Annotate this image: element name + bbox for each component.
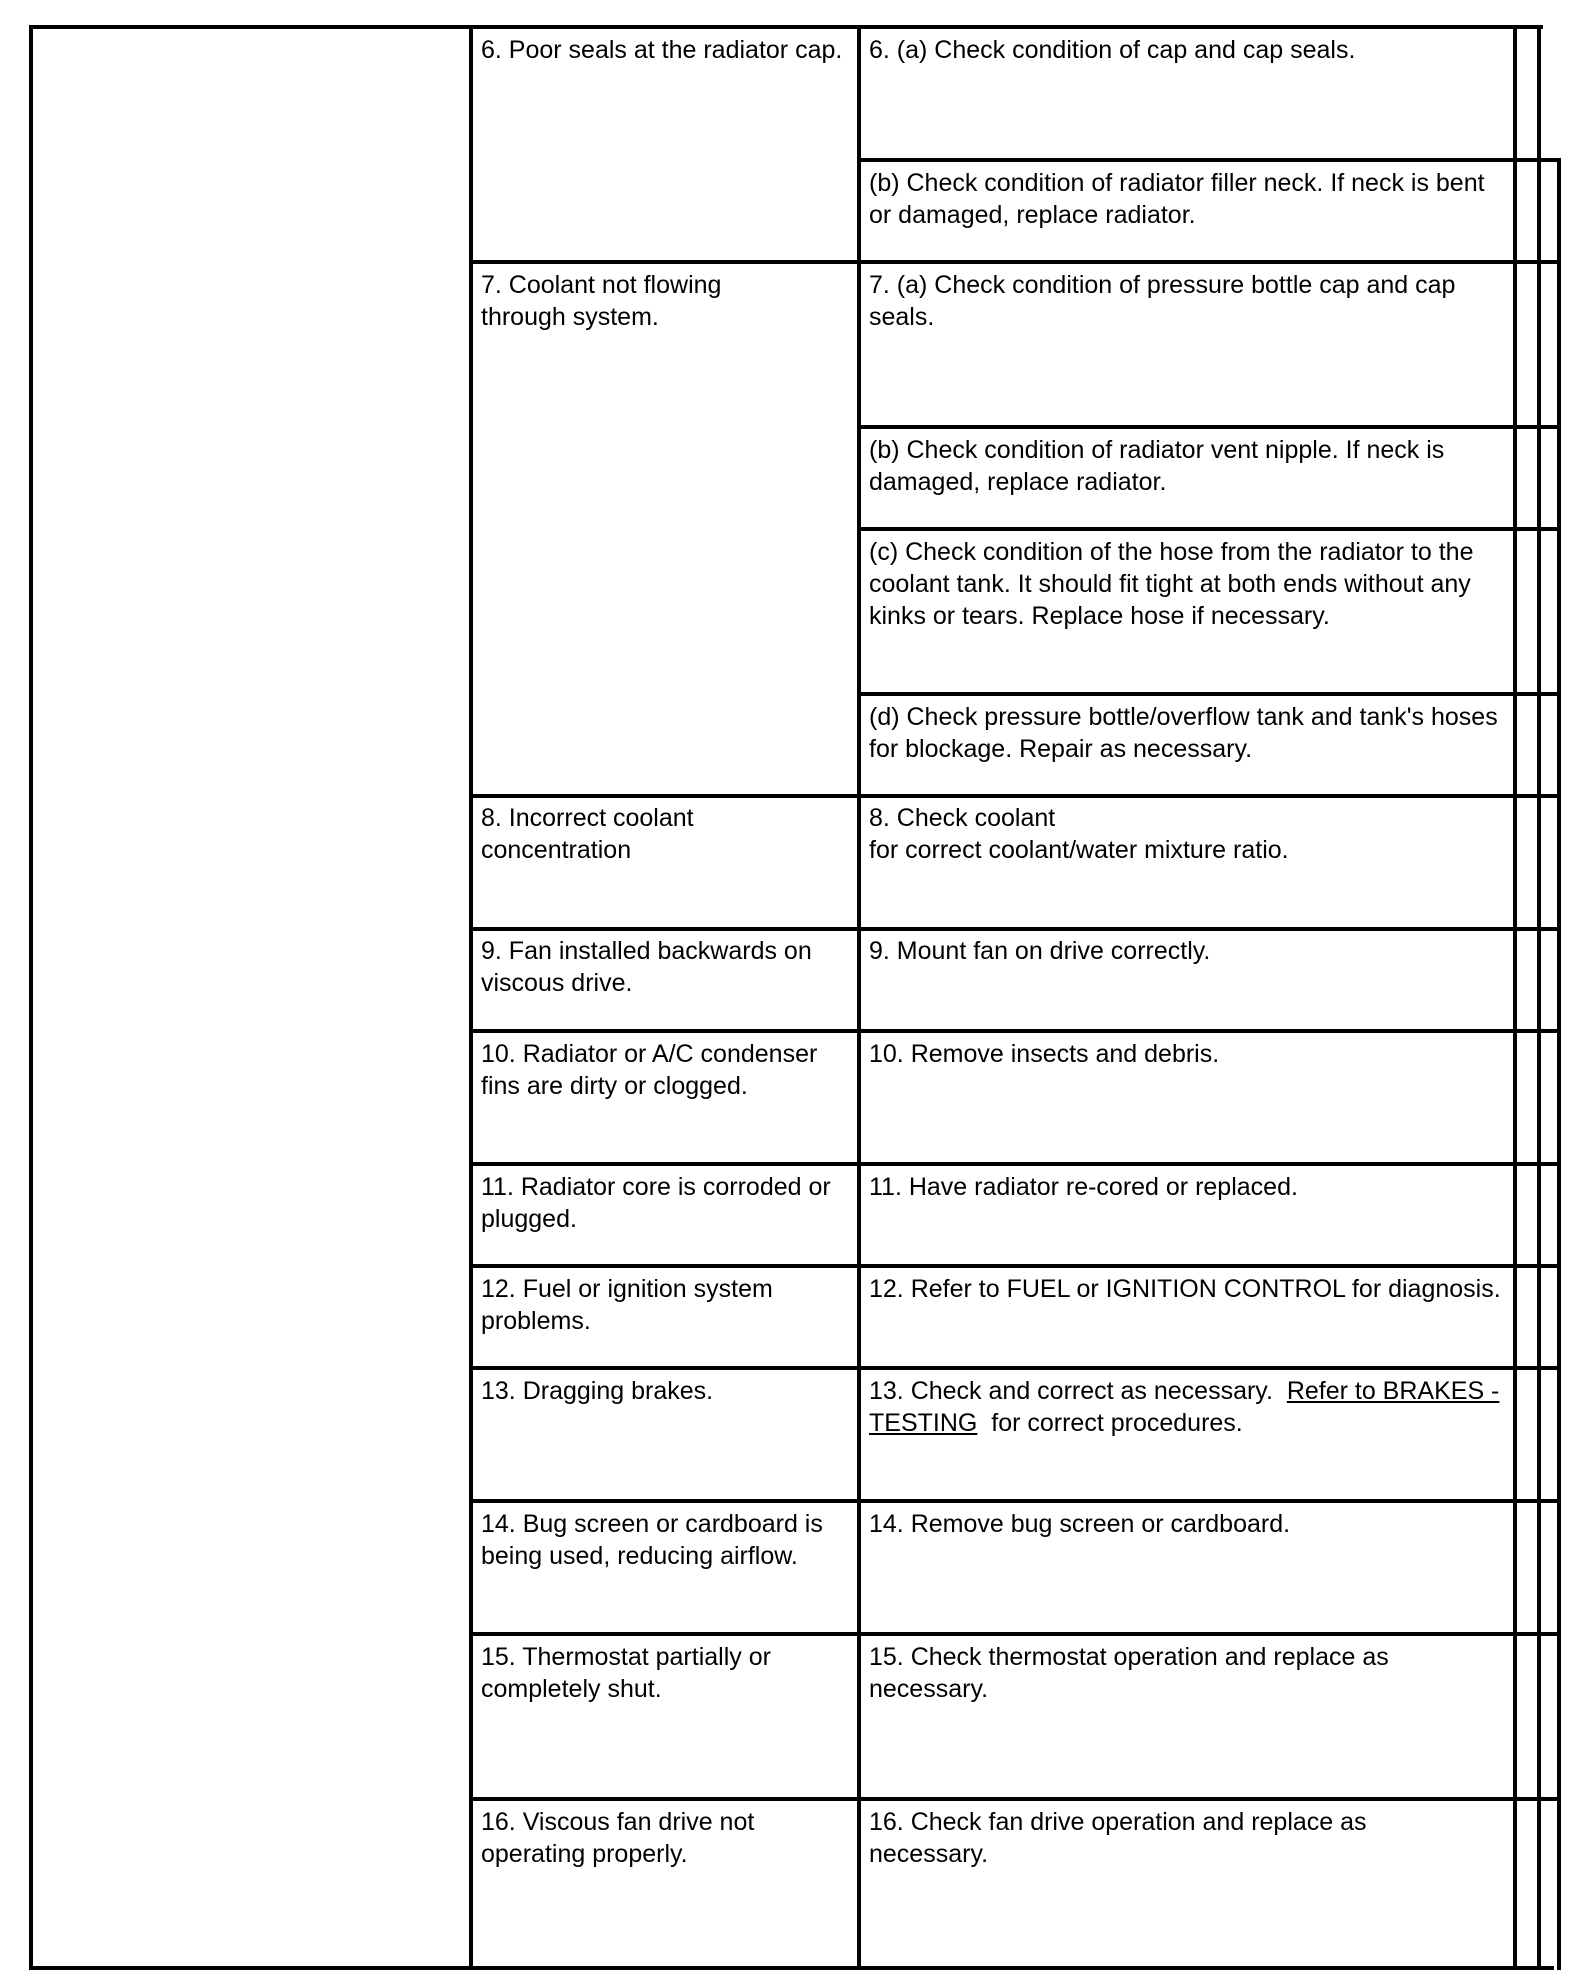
correction-cell: (b) Check condition of radiator vent nipple. If neck is damaged, replace radiator. [869,436,1445,496]
cause-cell: 16. Viscous fan drive not operating properly. [481,1808,755,1868]
correction-cell: 9. Mount fan on drive correctly. [869,937,1211,965]
row-line [857,425,1561,429]
correction-cell: 14. Remove bug screen or cardboard. [869,1510,1291,1538]
correction-cell: 12. Refer to FUEL or IGNITION CONTROL for diagnosis. [869,1275,1501,1303]
row-line [857,158,1561,162]
correction-cell: 6. (a) Check condition of cap and cap seals. [869,36,1356,64]
column-divider-3 [1513,25,1517,1970]
row-line [469,260,1561,264]
table-border-left [29,25,33,1970]
table-border-top [29,25,1543,29]
correction-cell: 15. Check thermostat operation and replace as necessary. [869,1643,1389,1703]
cause-cell: 9. Fan installed backwards on viscous drive. [481,937,812,997]
brakes-testing-link[interactable]: Refer to BRAKES - TESTING [869,1377,1500,1437]
correction-text: for correct procedures. [991,1409,1243,1437]
correction-cell: 11. Have radiator re-cored or replaced. [869,1173,1298,1201]
correction-line: for correct coolant/water mixture ratio. [869,836,1289,864]
column-divider-4 [1537,25,1541,1970]
correction-cell: 7. (a) Check condition of pressure bottle cap and cap seals. [869,271,1456,331]
correction-cell [869,802,1509,866]
cause-cell: 15. Thermostat partially or completely shut. [481,1643,771,1703]
correction-cell: 16. Check fan drive operation and replace as necessary. [869,1808,1367,1868]
cause-cell: 11. Radiator core is corroded or plugged. [481,1173,831,1233]
correction-cell: (b) Check condition of radiator filler neck. If neck is bent or damaged, replace radiator. [869,169,1485,229]
column-divider-2 [857,25,861,1970]
correction-line: 8. Check coolant [869,804,1056,832]
correction-cell [869,1375,1509,1439]
cause-cell: 6. Poor seals at the radiator cap. [481,36,843,64]
row-line [469,1029,1561,1033]
row-line [857,692,1561,696]
table-border-right [1557,158,1561,1970]
row-line [469,1797,1561,1801]
cause-cell: 14. Bug screen or cardboard is being used, reducing airflow. [481,1510,823,1570]
row-line [469,794,1561,798]
correction-cell: (c) Check condition of the hose from the radiator to the coolant tank. It should fit tight at both ends without any kinks or tears. Replace hose if necessary. [869,538,1474,630]
column-divider-1 [469,25,473,1970]
troubleshooting-table [29,25,1554,1970]
cause-cell: 8. Incorrect coolant concentration [481,804,694,864]
row-line [857,527,1561,531]
row-line [469,1632,1561,1636]
row-line [469,1499,1561,1503]
correction-text: 13. Check and correct as necessary. [869,1377,1273,1405]
correction-cell: (d) Check pressure bottle/overflow tank and tank's hoses for blockage. Repair as necessary. [869,703,1498,763]
cause-cell: 12. Fuel or ignition system problems. [481,1275,773,1335]
row-line [469,927,1561,931]
row-line [469,1162,1561,1166]
table-border-bottom [29,1966,1554,1970]
row-line [469,1264,1561,1268]
cause-cell: 10. Radiator or A/C condenser fins are dirty or clogged. [481,1040,818,1100]
cause-cell: 13. Dragging brakes. [481,1377,714,1405]
correction-cell: 10. Remove insects and debris. [869,1040,1220,1068]
cause-cell: 7. Coolant not flowing through system. [481,271,722,331]
row-line [469,1366,1561,1370]
